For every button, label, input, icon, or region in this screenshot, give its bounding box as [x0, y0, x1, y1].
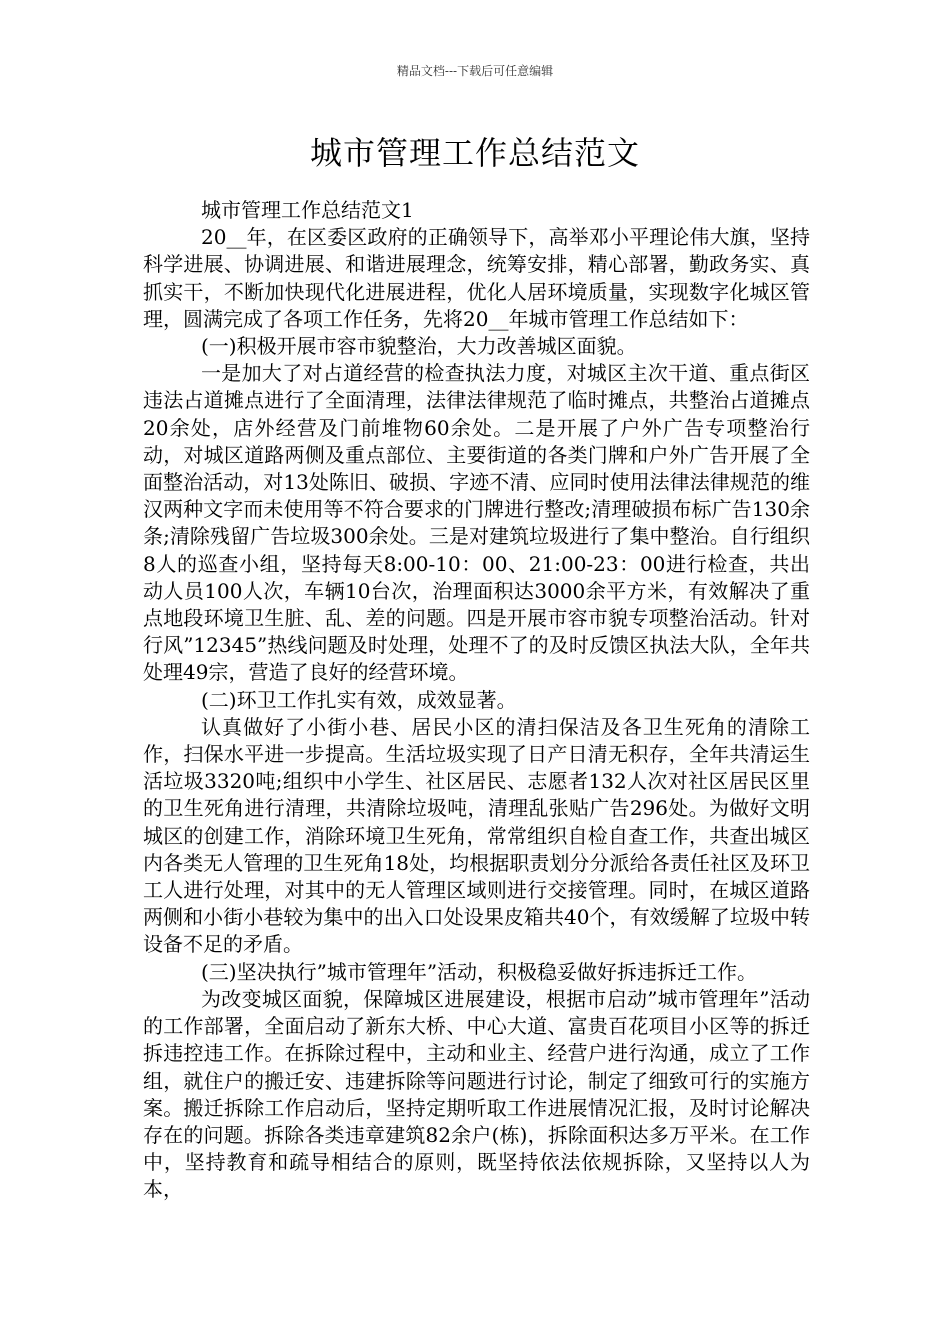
- document-body: [143, 197, 810, 1204]
- paragraph-section-2: 认真做好了小街小巷、居民小区的清扫保洁及各卫生死角的清除工作，扫保水平进一步提高。生活垃圾实现了日产日清无积存，全年共清运生活垃圾3320吨;组织中小学生、社区居民、志愿者132人次对社区居民区里的卫生死角进行清理，共清除垃圾吨，清理乱张贴广告296处。为做好文明城区的创建工作，消除环境卫生死角，常常组织自检自查工作，共查出城区内各类无人管理的卫生死角18处，均根据职责划分分派给各责任社区及环卫工人进行处理，对其中的无人管理区域则进行交接管理。同时，在城区道路两侧和小街小巷较为集中的出入口处设果皮箱共40个，有效缓解了垃圾中转设备不足的矛盾。: [143, 714, 810, 957]
- document-title: 城市管理工作总结范文: [309, 134, 640, 172]
- section-heading-3: (三)坚决执行”城市管理年”活动，积极稳妥做好拆违拆迁工作。: [201, 959, 758, 984]
- paragraph-intro: 20__年，在区委区政府的正确领导下，高举邓小平理论伟大旗，坚持科学进展、协调进展、和谐进展理念，统筹安排，精心部署，勤政务实、真抓实干，不断加快现代化进展进程，优化人居环境质量，实现数字化城区管理，圆满完成了各项工作任务，先将20__年城市管理工作总结如下：: [143, 225, 810, 331]
- section-heading-1: (一)积极开展市容市貌整治，大力改善城区面貌。: [201, 334, 637, 359]
- paragraph-section-3: 为改变城区面貌，保障城区进展建设，根据市启动”城市管理年”活动的工作部署，全面启动了新东大桥、中心大道、富贵百花项目小区等的拆迁拆违控违工作。在拆除过程中，主动和业主、经营户进行沟通，成立了工作组，就住户的搬迁安、违建拆除等问题进行讨论，制定了细致可行的实施方案。搬迁拆除工作启动后，坚持定期听取工作进展情况汇报，及时讨论解决存在的问题。拆除各类违章建筑82余户(栋)，拆除面积达多万平米。在工作中，坚持教育和疏导相结合的原则，既坚持依法依规拆除，又坚持以人为本，: [143, 986, 810, 1202]
- section-heading-2: (二)环卫工作扎实有效，成效显著。: [201, 687, 517, 712]
- page-header: 精品文档---下载后可任意编辑: [396, 64, 554, 78]
- paragraph-section-1: 一是加大了对占道经营的检查执法力度，对城区主次干道、重点街区违法占道摊点进行了全面清理，法律法律规范了临时摊点，共整治占道摊点20余处，店外经营及门前堆物60余处。二是开展了户外广告专项整治行动，对城区道路两侧及重点部位、主要街道的各类门牌和户外广告开展了全面整治活动，对13处陈旧、破损、字迹不清、应同时使用法律法律规范的维汉两种文字而未使用等不符合要求的门牌进行整改;清理破损布标广告130余条;清除残留广告垃圾300余处。三是对建筑垃圾进行了集中整治。自行组织8人的巡查小组，坚持每天8:00-10：00、21:00-23：00进行检查，共出动人员100人次，车辆10台次，治理面积达3000余平方米，有效解决了重点地段环境卫生脏、乱、差的问题。四是开展市容市貌专项整治活动。针对行风”12345”热线问题及时处理，处理不了的及时反馈区执法大队，全年共处理49宗，营造了良好的经营环境。: [143, 361, 810, 685]
- paragraph-subtitle: 城市管理工作总结范文1: [201, 198, 414, 222]
